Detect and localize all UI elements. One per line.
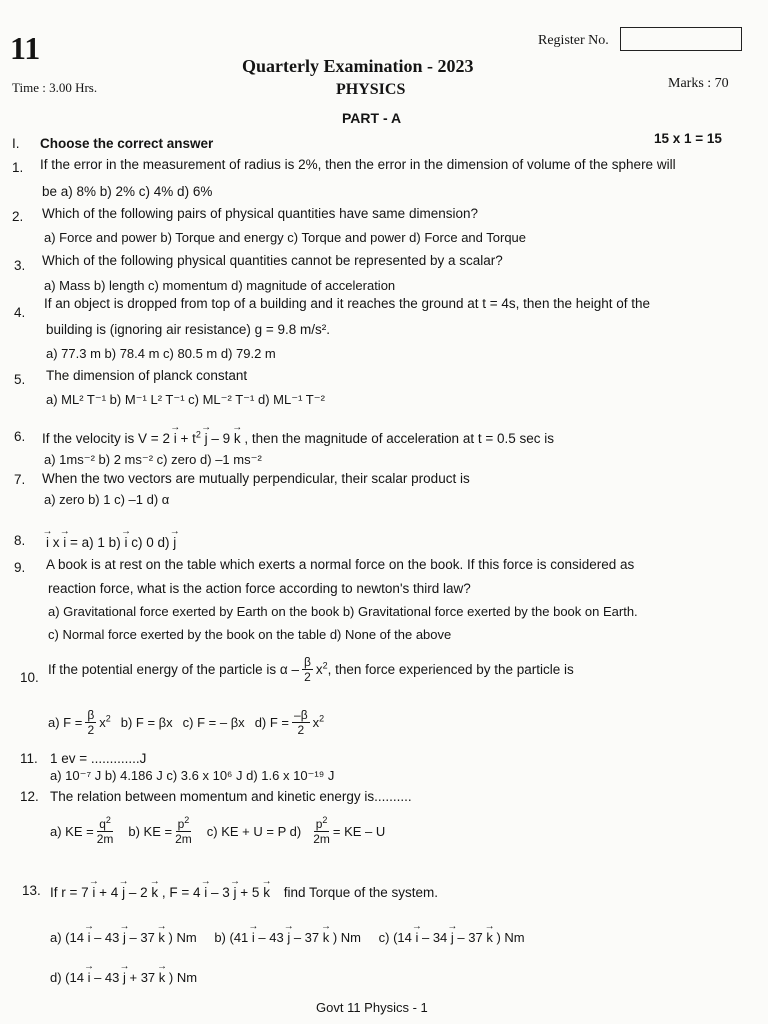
- question-10-number: 10.: [20, 670, 39, 685]
- question-11-number: 11.: [20, 751, 38, 766]
- page-footer: Govt 11 Physics - 1: [316, 1000, 428, 1015]
- question-13-number: 13.: [22, 883, 41, 898]
- question-4-text-cont: building is (ignoring air resistance) g = 9.8 m/s².: [46, 322, 331, 337]
- question-8-option-c-d: c) 0 d): [131, 535, 174, 550]
- register-label: Register No.: [538, 33, 609, 48]
- question-13-text: [50, 880, 438, 901]
- section-marks: 15 x 1 = 15: [654, 131, 722, 146]
- question-13-text-a: If r =: [50, 885, 82, 900]
- question-10-options: a) F = $\frac{\beta}{2}$ $x^2$ b) F = βx c) F = – βx d) F = $\frac{-\beta}{2}$ $x^2$: [48, 708, 325, 737]
- question-2-text: Which of the following pairs of physical quantities have same dimension?: [42, 206, 478, 221]
- question-6-number: 6.: [14, 429, 26, 444]
- question-3-text: Which of the following physical quantities cannot be represented by a scalar?: [42, 253, 503, 268]
- question-4-number: 4.: [14, 305, 26, 320]
- question-12-number: 12.: [20, 789, 39, 804]
- question-9-text: A book is at rest on the table which exerts a normal force on the book. If this force is considered as: [46, 557, 635, 572]
- cross-product-expression: → i x → i: [46, 535, 66, 550]
- part-title: PART - A: [342, 110, 402, 126]
- beta-over-2-fraction: $\frac{\beta}{2}$: [303, 655, 311, 684]
- question-5-number: 5.: [14, 372, 26, 387]
- question-12-options: a) KE = $\frac{q^2}{2m}$ b) KE = $\frac{p^2}{2m}$ c) KE + U = P d) $\frac{p^2}{2m}$ = KE – U: [50, 815, 386, 846]
- question-10-text-a: If the potential energy of the particle is α –: [48, 662, 299, 677]
- section-instruction: Choose the correct answer: [40, 136, 214, 151]
- question-10-text: [48, 656, 574, 683]
- question-4-text: If an object is dropped from top of a building and it reaches the ground at t = 4s, then the height of the: [44, 296, 651, 311]
- class-number: 11: [10, 30, 41, 66]
- question-7-options: a) zero b) 1 c) –1 d) α: [44, 492, 170, 507]
- position-vector: 7 → i + 4 → j – 2 → k , F = 4 → i – 3 → j + 5 → k: [81, 885, 270, 900]
- unit-vector-i: → i: [124, 530, 127, 551]
- velocity-expression: $2 \to i + t^2 \to j - 9 \to k$: [162, 431, 240, 446]
- question-9-text-cont: reaction force, what is the action force according to newton's third law?: [48, 581, 471, 596]
- question-3-number: 3.: [14, 258, 26, 273]
- question-1-text-cont: be a) 8% b) 2% c) 4% d) 6%: [42, 184, 213, 199]
- marks-label: Marks : 70: [668, 76, 729, 91]
- question-11-text: 1 ev = .............J: [50, 751, 147, 766]
- question-11-options: a) 10⁻⁷ J b) 4.186 J c) 3.6 x 10⁶ J d) 1.6 x 10⁻¹⁹ J: [50, 768, 335, 783]
- x-squared: $x^2$: [315, 660, 328, 677]
- question-2-number: 2.: [12, 209, 24, 224]
- question-8-option-a-b: a) 1 b): [81, 535, 125, 550]
- question-6-text-b: , then the magnitude of acceleration at t = 0.5 sec is: [244, 431, 554, 446]
- question-13-text-b: find Torque of the system.: [283, 885, 439, 900]
- question-6-text: [42, 426, 554, 447]
- question-8-number: 8.: [14, 533, 26, 548]
- question-6-options: a) 1ms⁻² b) 2 ms⁻² c) zero d) –1 ms⁻²: [44, 452, 262, 467]
- time-label: Time : 3.00 Hrs.: [12, 80, 98, 95]
- question-12-text: The relation between momentum and kinetic energy is..........: [50, 789, 412, 804]
- question-6-text-a: If the velocity is V =: [42, 431, 163, 446]
- question-2-options: a) Force and power b) Torque and energy c) Torque and power d) Force and Torque: [44, 230, 527, 245]
- question-3-options: a) Mass b) length c) momentum d) magnitude of acceleration: [44, 278, 396, 293]
- question-13-options-row1: a) (14 → i – 43 → j – 37 → k ) Nm b) (41 → i – 43 → j – 37 → k ) Nm c) (14 → i – 34 → j – 37 → k ) Nm: [50, 925, 525, 946]
- question-5-options: a) ML² T⁻¹ b) M⁻¹ L² T⁻¹ c) ML⁻² T⁻¹ d) ML⁻¹ T⁻²: [46, 392, 325, 407]
- register-number-box[interactable]: [620, 27, 742, 51]
- question-1-text: If the error in the measurement of radius is 2%, then the error in the dimension of volume of the sphere will: [40, 157, 676, 172]
- question-8-equals: =: [70, 535, 82, 550]
- question-9-number: 9.: [14, 560, 26, 575]
- question-4-options: a) 77.3 m b) 78.4 m c) 80.5 m d) 79.2 m: [46, 346, 276, 361]
- question-7-text: When the two vectors are mutually perpendicular, their scalar product is: [42, 471, 470, 486]
- exam-title: Quarterly Examination - 2023: [242, 56, 474, 76]
- question-10-text-b: , then force experienced by the particle is: [327, 662, 574, 677]
- section-roman: I.: [12, 136, 20, 151]
- question-1-number: 1.: [12, 160, 24, 175]
- question-9-options-2: c) Normal force exerted by the book on the table d) None of the above: [48, 627, 452, 642]
- question-9-options-1: a) Gravitational force exerted by Earth on the book b) Gravitational force exerted by the book on Earth.: [48, 604, 638, 619]
- question-7-number: 7.: [14, 472, 26, 487]
- question-13-options-row2: d) (14 → i – 43 → j + 37 → k ) Nm: [50, 965, 197, 986]
- unit-vector-j: → j: [173, 530, 176, 551]
- question-5-text: The dimension of planck constant: [46, 368, 248, 383]
- question-8-text: [46, 530, 176, 551]
- subject-title: PHYSICS: [336, 81, 406, 98]
